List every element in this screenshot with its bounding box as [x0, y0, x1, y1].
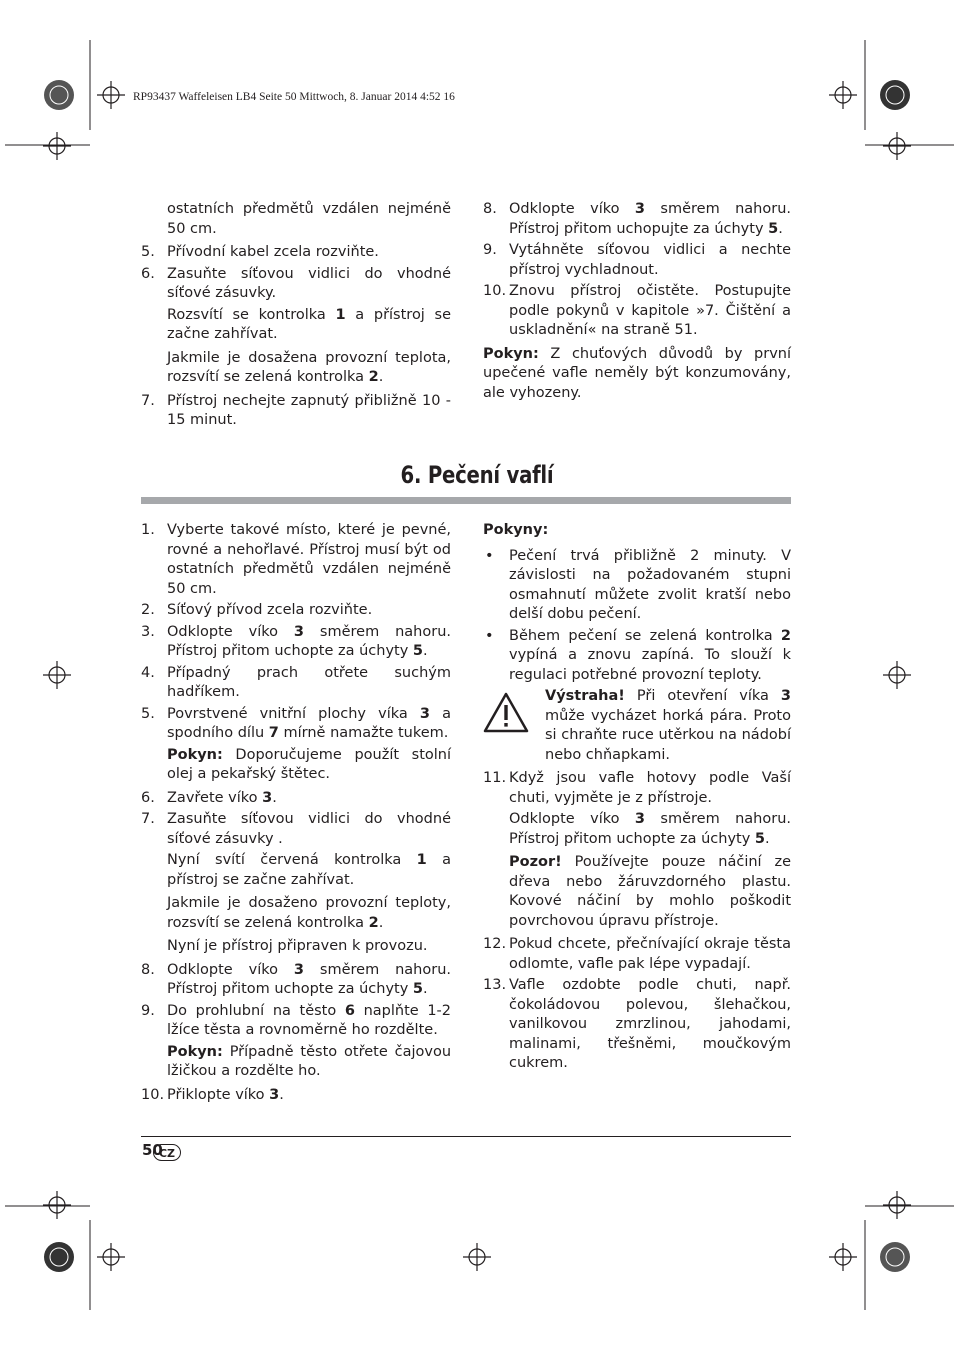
list-item: 8. Odklopte víko 3 směrem nahoru. Přístroj přitom uchopujte za úchyty 5. — [483, 201, 791, 237]
continued-text: ostatních předmětů vzdálen nejméně 50 cm. — [167, 201, 451, 237]
list-item: 10. Přiklopte víko 3. — [141, 1086, 284, 1103]
list-item: 9. Do prohlubní na těsto 6 naplňte 1-2 lžíce těsta a rovnoměrně ho rozdělte. — [141, 1002, 452, 1038]
list-item-paragraph: Nyní je přístroj připraven k provozu. — [167, 938, 428, 954]
list-item-paragraph: Rozsvítí se kontrolka 1 a přístroj se začne zahřívat. — [167, 306, 451, 342]
list-item-paragraph: Nyní svítí červená kontrolka 1 a přístroj se začne zahřívat. — [167, 852, 452, 888]
list-item: 11. Když jsou vafle hotovy podle Vaší chuti, vyjměte je z přístroje. — [483, 770, 791, 806]
list-item-paragraph: Jakmile je dosaženo provozní teploty, rozsvítí se zelená kontrolka 2. — [167, 895, 451, 931]
list-item: 6. Zasuňte síťovou vidlici do vhodné síťové zásuvky. — [141, 265, 451, 301]
list-item: 13. Vafle ozdobte podle chuti, např. čokoládovou polevou, šlehačkou, vanilkovou zmrzlinou, jahodami, malinami, třešněmi, moučkovým cukrem. — [483, 977, 791, 1071]
bullet-item: • Pečení trvá přibližně 2 minuty. V závislosti na požadovaném stupni osmahnutí můžete zvolit kratší nebo delší dobu pečení. — [485, 547, 791, 622]
list-item: 12. Pokud chcete, přečnívající okraje těsta odlomte, vafle pak lépe vypadají. — [483, 936, 791, 972]
list-item: 3. Odklopte víko 3 směrem nahoru. Přístroj přitom uchopte za úchyty 5. — [141, 623, 451, 659]
note: Pokyn: Doporučujeme použít stolní olej a pekařský štětec. — [167, 746, 451, 782]
caution: Pozor! Používejte pouze náčiní ze dřeva nebo žáruvzdorného plastu. Kovové náčiní by mohlo poškodit povrchovou úpravu přístroje. — [509, 854, 791, 929]
list-item: 5. Přívodní kabel zcela rozviňte. — [141, 244, 379, 260]
footer-rule — [141, 1136, 791, 1137]
page-number: 50 — [142, 1141, 163, 1159]
list-item: 6. Zavřete víko 3. — [141, 789, 277, 806]
section-title: 6. Pečení vaflí — [400, 461, 554, 489]
notes-heading: Pokyny: — [483, 522, 549, 538]
bottom-right-column — [483, 521, 791, 1076]
warning-block: Výstraha! Při otevření víka 3 může vycházet horká pára. Proto si chraňte ruce utěrkou na nádobí nebo chňapkami. — [483, 687, 791, 765]
note: Pokyn: Případně těsto otřete čajovou lžičkou a rozdělte ho. — [167, 1043, 452, 1079]
top-right-column — [483, 200, 791, 407]
list-item-paragraph: Odklopte víko 3 směrem nahoru. Přístroj přitom uchopte za úchyty 5. — [509, 811, 791, 847]
list-item: 8. Odklopte víko 3 směrem nahoru. Přístroj přitom uchopte za úchyty 5. — [141, 961, 451, 997]
language-badge: CZ — [153, 1144, 181, 1161]
title-rule — [141, 497, 791, 504]
note: Pokyn: Z chuťových důvodů by první upečené vafle neměly být konzumovány, ale vyhozeny. — [483, 345, 792, 401]
list-item: 5. Povrstvené vnitřní plochy víka 3 a spodního dílu 7 mírně namažte tukem. — [141, 705, 451, 741]
list-item: 1. Vyberte takové místo, které je pevné, rovné a nehořlavé. Přístroj musí být od ostatních předmětů vzdálen nejméně 50 cm. — [141, 522, 451, 597]
list-item: 4. Případný prach otřete suchým hadříkem. — [141, 664, 451, 700]
warning-triangle-icon — [483, 691, 529, 733]
list-item: 9. Vytáhněte síťovou vidlici a nechte přístroj vychladnout. — [483, 242, 791, 278]
list-item: 7. Přístroj nechejte zapnutý přibližně 10 - 15 minut. — [141, 392, 451, 428]
list-item-paragraph: Jakmile je dosažena provozní teplota, rozsvítí se zelená kontrolka 2. — [167, 349, 451, 385]
bottom-left-column — [141, 521, 451, 1107]
top-left-column — [141, 200, 451, 433]
list-item: 10. Znovu přístroj očistěte. Postupujte podle pokynů v kapitole »7. Čištění a uskladnění« na straně 51. — [483, 283, 791, 338]
list-item: 7. Zasuňte síťovou vidlici do vhodné síťové zásuvky . — [141, 811, 451, 847]
print-header: RP93437 Waffeleisen LB4 Seite 50 Mittwoch, 8. Januar 2014 4:52 16 — [133, 91, 455, 103]
bullet-item: • Během pečení se zelená kontrolka 2 vypíná a znovu zapíná. To slouží k regulaci potřebné provozní teploty. — [485, 627, 791, 683]
list-item: 2. Síťový přívod zcela rozviňte. — [141, 602, 373, 618]
